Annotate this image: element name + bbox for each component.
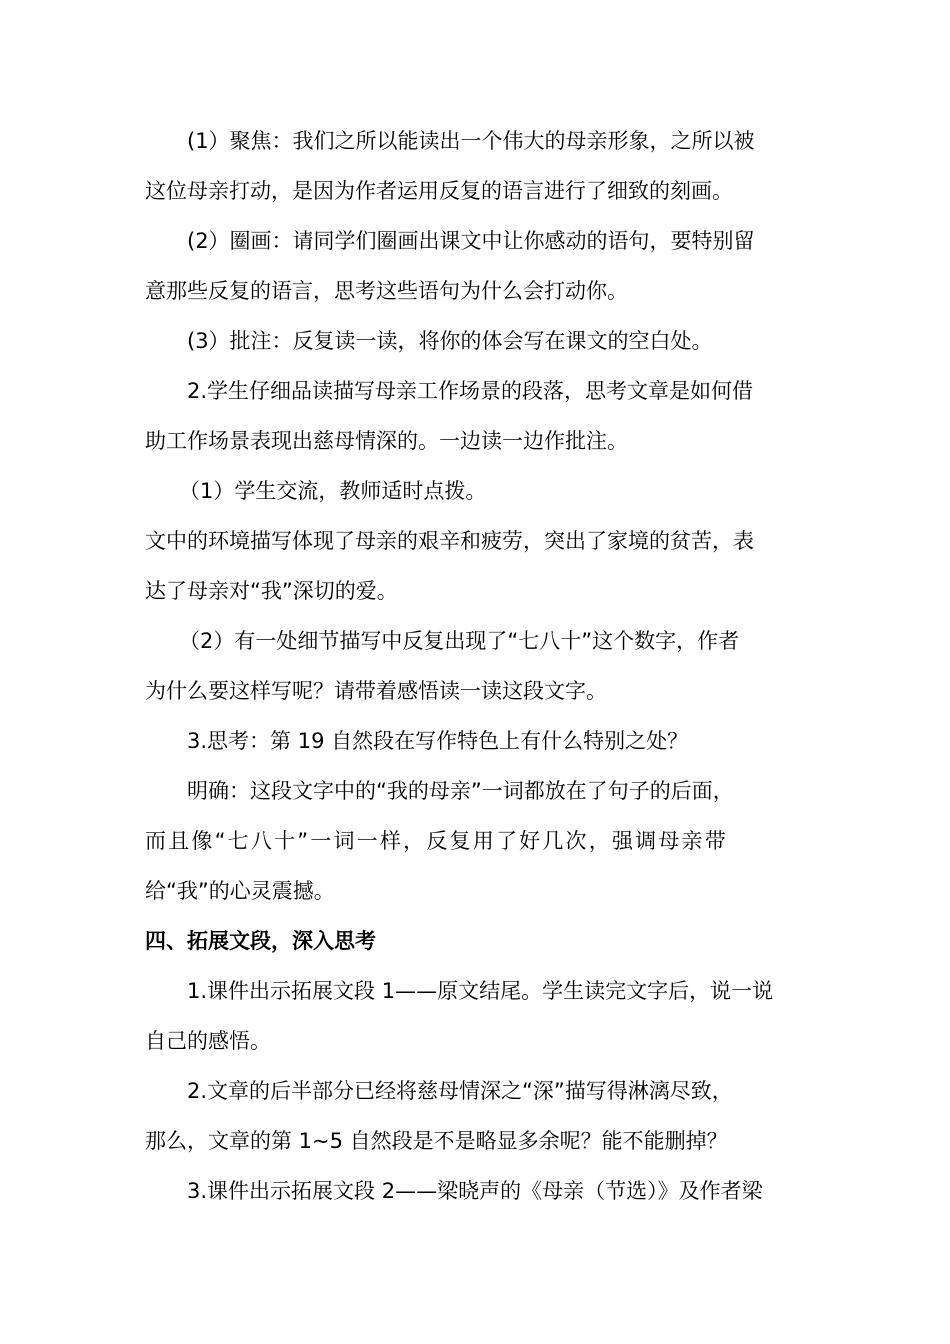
paragraph-line: 1.课件出示拓展文段 1——原文结尾。学生读完文字后，说一说: [187, 979, 774, 1003]
paragraph-line: 达了母亲对“我”深切的爱。: [145, 579, 398, 603]
paragraph-line: （2）有一处细节描写中反复出现了“七八十”这个数字，作者: [179, 629, 740, 653]
paragraph-line: 明确：这段文字中的“我的母亲”一词都放在了句子的后面，: [187, 779, 734, 803]
paragraph-line: 为什么要这样写呢？请带着感悟读一读这段文字。: [145, 679, 607, 703]
paragraph-line: 2.文章的后半部分已经将慈母情深之“深”描写得淋漓尽致，: [187, 1079, 733, 1103]
paragraph-line: (1）聚焦：我们之所以能读出一个伟大的母亲形象，之所以被: [187, 129, 755, 153]
paragraph-line: 文中的环境描写体现了母亲的艰辛和疲劳，突出了家境的贫苦，表: [145, 529, 754, 553]
paragraph-line: （1）学生交流，教师适时点拨。: [179, 479, 487, 503]
paragraph-line: 3.课件出示拓展文段 2——梁晓声的《母亲（节选）》及作者梁: [187, 1179, 763, 1203]
paragraph-line: 3.思考：第 19 自然段在写作特色上有什么特别之处？: [187, 729, 689, 753]
paragraph-line: 而且像“七八十”一词一样，反复用了好几次，强调母亲带: [145, 829, 728, 853]
paragraph-line: 2.学生仔细品读描写母亲工作场景的段落，思考文章是如何借: [187, 379, 754, 403]
paragraph-line: 给“我”的心灵震撼。: [145, 879, 335, 903]
paragraph-line: 这位母亲打动，是因为作者运用反复的语言进行了细致的刻画。: [145, 179, 733, 203]
section-heading: 四、拓展文段，深入思考: [145, 929, 376, 953]
paragraph-line: (2）圈画：请同学们圈画出课文中让你感动的语句，要特别留: [187, 229, 755, 253]
paragraph-line: (3）批注：反复读一读，将你的体会写在课文的空白处。: [187, 329, 713, 353]
paragraph-line: 那么，文章的第 1~5 自然段是不是略显多余呢？能不能删掉？: [145, 1129, 728, 1153]
paragraph-line: 助工作场景表现出慈母情深的。一边读一边作批注。: [145, 429, 628, 453]
paragraph-line: 意那些反复的语言，思考这些语句为什么会打动你。: [145, 279, 628, 303]
paragraph-line: 自己的感悟。: [145, 1029, 271, 1053]
